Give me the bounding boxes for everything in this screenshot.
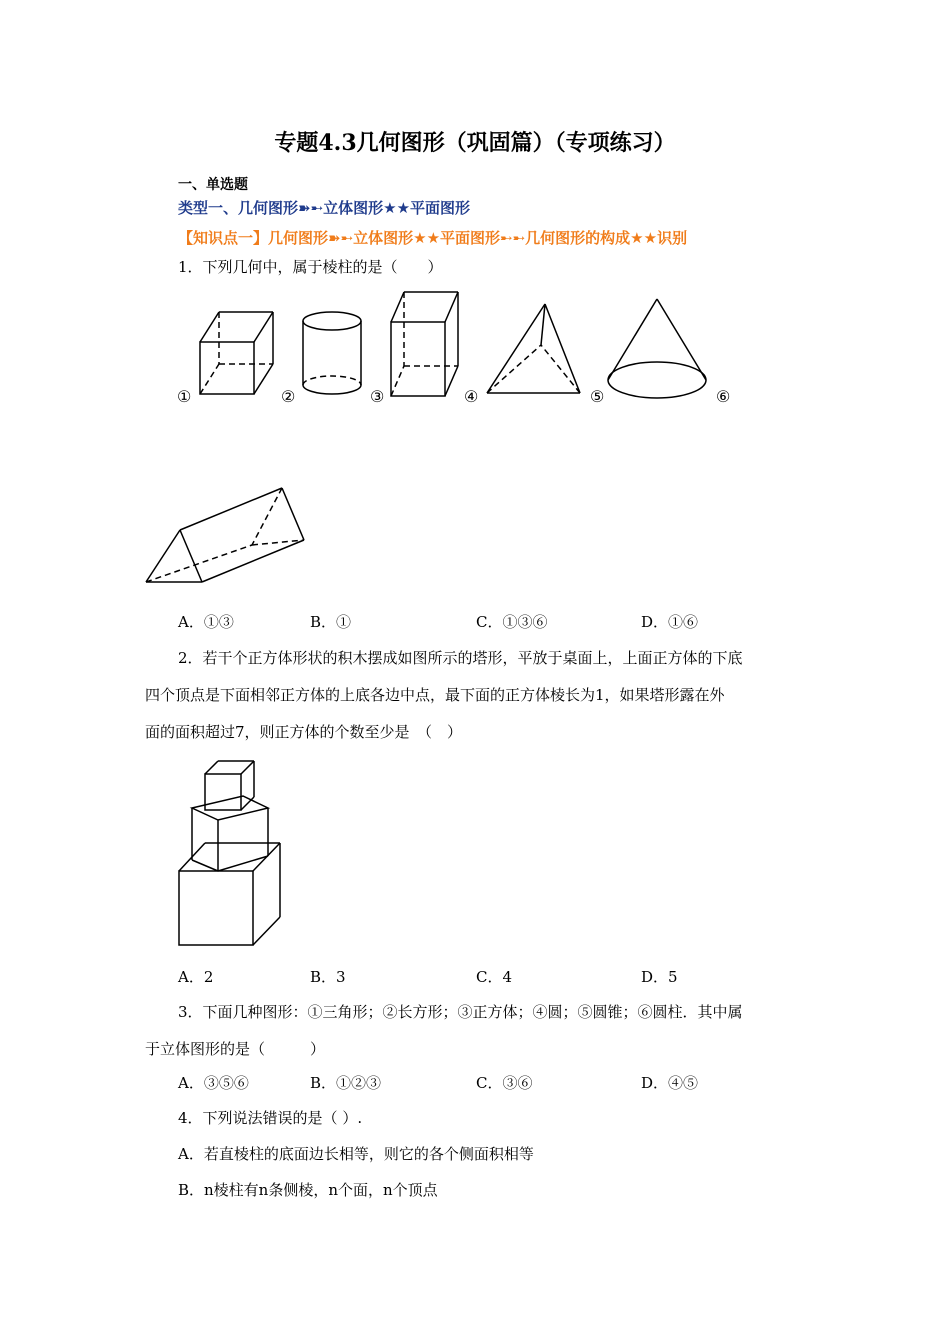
figure-label-4: ④	[464, 387, 479, 406]
q2-line-3: 面的面积超过7，则正方体的个数至少是 （ ）	[145, 723, 463, 741]
figure-label-1: ①	[177, 387, 192, 406]
q1-option-b[interactable]: B．①	[310, 613, 352, 631]
q2-option-a[interactable]: A．2	[178, 968, 214, 986]
q1-stem: 1．下列几何中，属于棱柱的是（ ）	[178, 258, 443, 276]
q3-option-d[interactable]: D．④⑤	[641, 1074, 699, 1092]
q3-option-c[interactable]: C．③⑥	[476, 1074, 533, 1092]
q2-line-2: 四个顶点是下面相邻正方体的上底各边中点，最下面的正方体棱长为1，如果塔形露在外	[145, 686, 725, 704]
figure-label-5: ⑤	[590, 387, 605, 406]
q1-option-d[interactable]: D．①⑥	[641, 613, 699, 631]
q3-line-1: 3．下面几种图形：①三角形；②长方形；③正方体；④圆；⑤圆锥；⑥圆柱．其中属	[178, 1003, 743, 1021]
type-heading: 类型一、几何图形➽➸立体图形★★平面图形	[178, 199, 471, 217]
cuboid-shape	[391, 292, 458, 396]
q3-line-2: 于立体图形的是（ ）	[145, 1040, 326, 1058]
q4-stem: 4．下列说法错误的是（ ）.	[178, 1109, 363, 1127]
cone-shape	[608, 299, 706, 398]
q1-option-c[interactable]: C．①③⑥	[476, 613, 548, 631]
q4-option-b[interactable]: B．n棱柱有n条侧棱，n个面，n个顶点	[178, 1181, 438, 1199]
q2-option-b[interactable]: B．3	[310, 968, 346, 986]
page-title: 专题4.3几何图形（巩固篇）（专项练习）	[274, 130, 676, 156]
cube-shape	[200, 312, 273, 394]
q2-option-c[interactable]: C．4	[476, 968, 513, 986]
figure-label-3: ③	[370, 387, 385, 406]
triangular-prism-shape	[146, 488, 304, 582]
q3-option-a[interactable]: A．③⑤⑥	[178, 1074, 249, 1092]
q2-option-d[interactable]: D．5	[641, 968, 678, 986]
pyramid-shape	[487, 304, 580, 393]
figure-label-6: ⑥	[716, 387, 731, 406]
cube-tower-shape	[179, 761, 280, 945]
q3-option-b[interactable]: B．①②③	[310, 1074, 382, 1092]
figure-label-2: ②	[281, 387, 296, 406]
q2-line-1: 2．若干个正方体形状的积木摆成如图所示的塔形，平放于桌面上，上面正方体的下底	[178, 649, 743, 667]
cylinder-shape	[303, 312, 361, 394]
knowledge-point-heading: 【知识点一】几何图形➽➸立体图形★★平面图形➸➸几何图形的构成★★识别	[178, 229, 688, 247]
section-heading: 一、单选题	[178, 177, 248, 193]
q4-option-a[interactable]: A．若直棱柱的底面边长相等，则它的各个侧面积相等	[178, 1145, 534, 1163]
q1-option-a[interactable]: A．①③	[178, 613, 234, 631]
